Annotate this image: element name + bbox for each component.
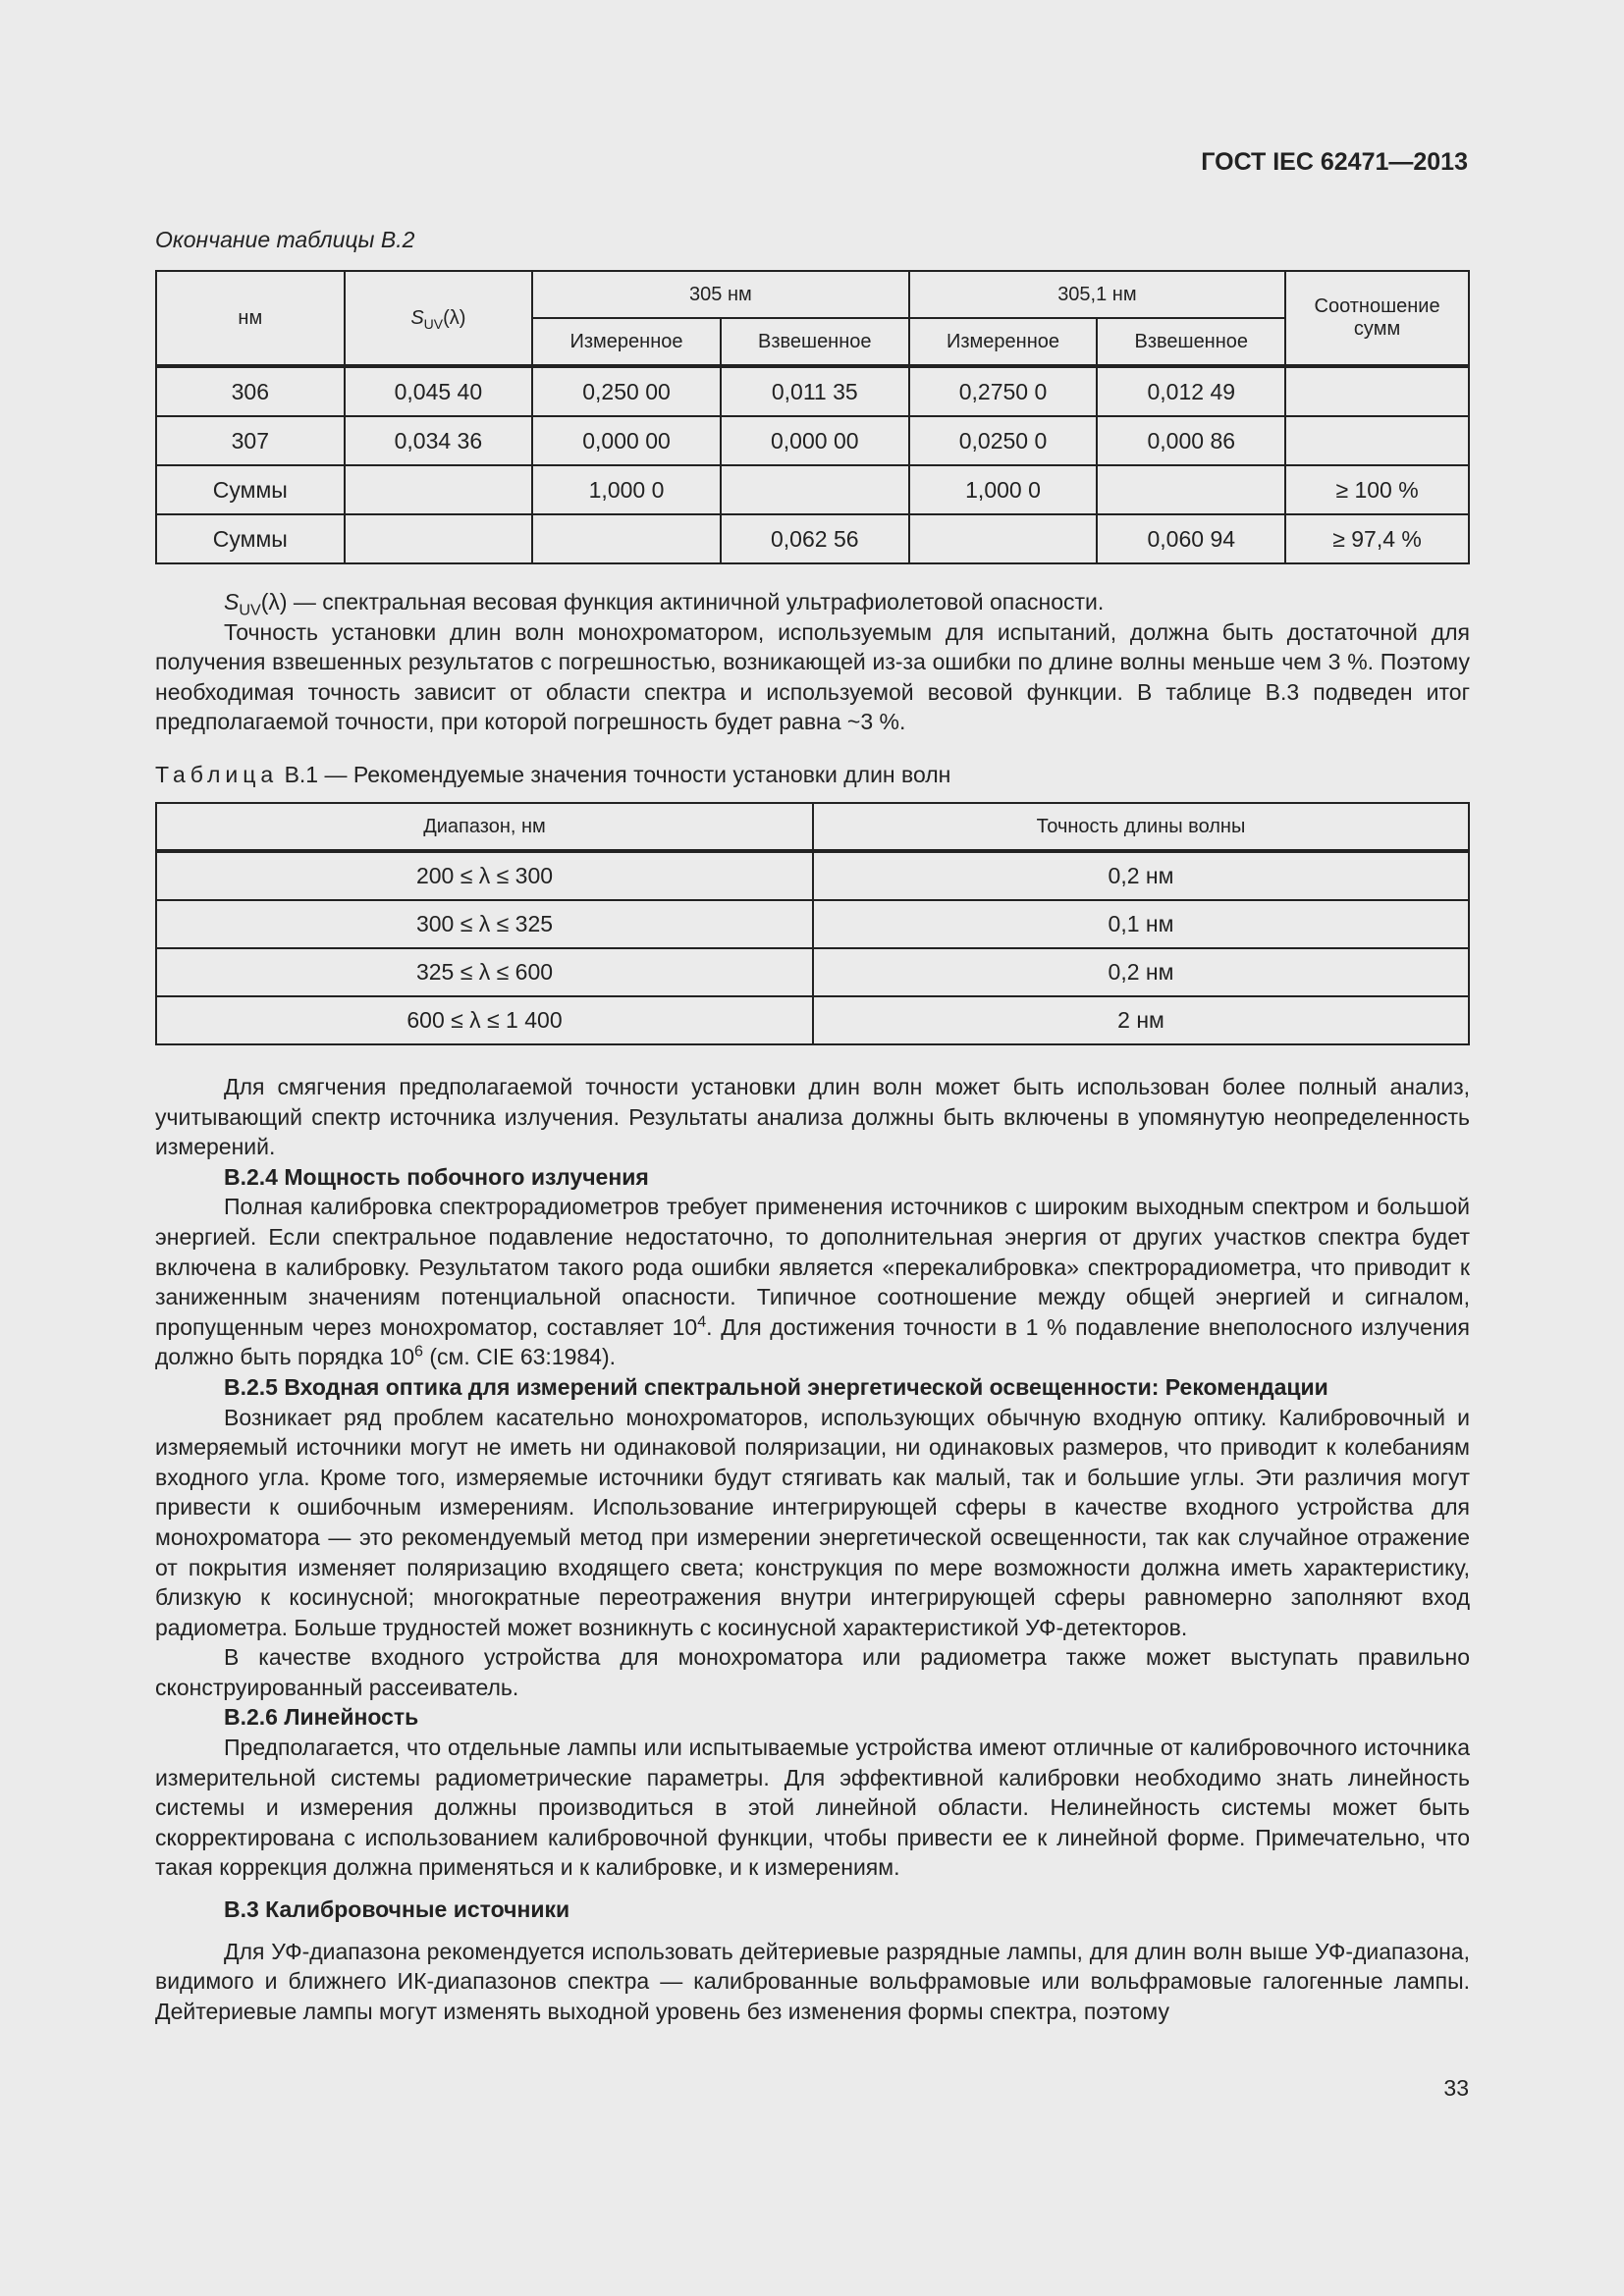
table-b2 [155, 270, 1470, 564]
paragraph: Точность установки длин волн монохроматором, используемым для испытаний, должна быть достаточной для получения взвешенных результатов с погрешностью, возникающей из-за ошибки по длине волны меньше чем 3 %. Поэтому необходимая точность зависит от области спектра и используемой весовой функции. В таблице B.3 подведен итог предполагаемой точности, при которой погрешность будет равна ~3 %. [155, 618, 1470, 735]
section-heading-b26: B.2.6 Линейность [224, 1704, 419, 1731]
header-nm: нм [156, 271, 345, 366]
table-b1 [155, 802, 1470, 1045]
paragraph: Полная калибровка спектрорадиометров требует применения источников с широким выходным спектром и большой энергией. Если спектральное подавление недостаточно, то дополнительная энергия от других участков спектра будет включена в калибровку. Результатом такого рода ошибки является «перекалибровка» спектрорадиометра, что приводит к заниженным значениям потенциальной опасности. Типичное соотношение между общей энергией и сигналом, пропущенным через монохроматор, составляет $10^4$. Для достижения точности в 1 % подавление внеполосного излучения должно быть порядка $10^6$ (см. CIE 63:1984). [155, 1194, 1470, 1370]
header-suv: $S_{UV}(\lambda)$ [345, 271, 533, 366]
table-row: 325 ≤ λ ≤ 600 0,2 нм [156, 948, 1469, 996]
header-measured: Измеренное [532, 318, 721, 366]
page-number: 33 [1443, 2075, 1469, 2101]
paragraph: Для УФ-диапазона рекомендуется использовать дейтериевые разрядные лампы, для длин волн выше УФ-диапазона, видимого и ближнего ИК-диапазонов спектра — калиброванные вольфрамовые или вольфрамовые галогенные лампы. Дейтериевые лампы могут изменять выходной уровень без изменения формы спектра, поэтому [155, 1938, 1470, 2024]
table-row: 306 0,045 40 0,250 00 0,011 35 0,2750 0 0,012 49 [156, 366, 1469, 416]
table-row: 300 ≤ λ ≤ 325 0,1 нм [156, 900, 1469, 948]
header-weighted: Взвешенное [1097, 318, 1285, 366]
section-heading-b3: B.3 Калибровочные источники [224, 1896, 570, 1923]
table-row: 200 ≤ λ ≤ 300 0,2 нм [156, 851, 1469, 900]
section-heading-b25: B.2.5 Входная оптика для измерений спектральной энергетической освещенности: Рекомендации [224, 1373, 1328, 1400]
table-row: 600 ≤ λ ≤ 1 400 2 нм [156, 996, 1469, 1044]
header-305: 305 нм [532, 271, 909, 318]
section-heading-b24: B.2.4 Мощность побочного излучения [224, 1163, 649, 1190]
suv-definition: $S_{UV}(\lambda)$ — спектральная весовая функция актиничной ультрафиолетовой опасности. [224, 589, 1105, 619]
paragraph: Для смягчения предполагаемой точности установки длин волн может быть использован более полный анализ, учитывающий спектр источника излучения. Результаты анализа должны быть включены в упомянутую неопределенность измерений. [155, 1074, 1470, 1160]
header-305-1: 305,1 нм [909, 271, 1286, 318]
header-ratio: Соотношение сумм [1285, 271, 1469, 366]
table-row: Суммы 1,000 0 1,000 0 ≥ 100 % [156, 465, 1469, 514]
table-b1-caption: Таблица B.1 — Рекомендуемые значения точности установки длин волн [155, 762, 951, 787]
table-row: Суммы 0,062 56 0,060 94 ≥ 97,4 % [156, 514, 1469, 563]
paragraph: Возникает ряд проблем касательно монохроматоров, использующих обычную входную оптику. Калибровочный и измеряемый источники могут не иметь ни одинаковой поляризации, ни одинаковых размеров, что приводит к колебаниям входного угла. Кроме того, измеряемые источники будут стягивать как малый, так и большие углы. Эти различия могут привести к ошибочным измерениям. Использование интегрирующей сферы в качестве входного устройства для монохроматора — это рекомендуемый метод при измерении энергетической освещенности, так как случайное отражение от покрытия изменяет поляризацию входящего света; конструкция по мере возможности должна иметь характеристику, близкую к косинусной; многократные переотражения внутри интегрирующей сферы равномерно заполняют вход радиометра. Больше трудностей может возникнуть с косинусной характеристикой УФ-детекторов. [155, 1404, 1470, 1640]
header-range: Диапазон, нм [156, 803, 813, 851]
header-weighted: Взвешенное [721, 318, 909, 366]
standard-number: ГОСТ IEC 62471—2013 [1201, 148, 1468, 176]
paragraph: В качестве входного устройства для монохроматора или радиометра также может выступать правильно сконструированный рассеиватель. [155, 1644, 1470, 1700]
table-b2-caption: Окончание таблицы B.2 [155, 227, 415, 252]
table-row: 307 0,034 36 0,000 00 0,000 00 0,0250 0 0,000 86 [156, 416, 1469, 465]
header-accuracy: Точность длины волны [813, 803, 1469, 851]
text-block-1 [155, 587, 1470, 737]
text-block-2 [155, 1072, 1470, 2026]
header-measured: Измеренное [909, 318, 1098, 366]
paragraph: Предполагается, что отдельные лампы или испытываемые устройства имеют отличные от калибровочного источника измерительной системы радиометрические параметры. Для эффективной калибровки необходимо знать линейность системы и измерения должны производиться в этой линейной области. Нелинейность системы может быть скорректирована с использованием калибровочной функции, чтобы привести ее к линейной форме. Примечательно, что такая коррекция должна применяться и к калибровке, и к измерениям. [155, 1735, 1470, 1881]
